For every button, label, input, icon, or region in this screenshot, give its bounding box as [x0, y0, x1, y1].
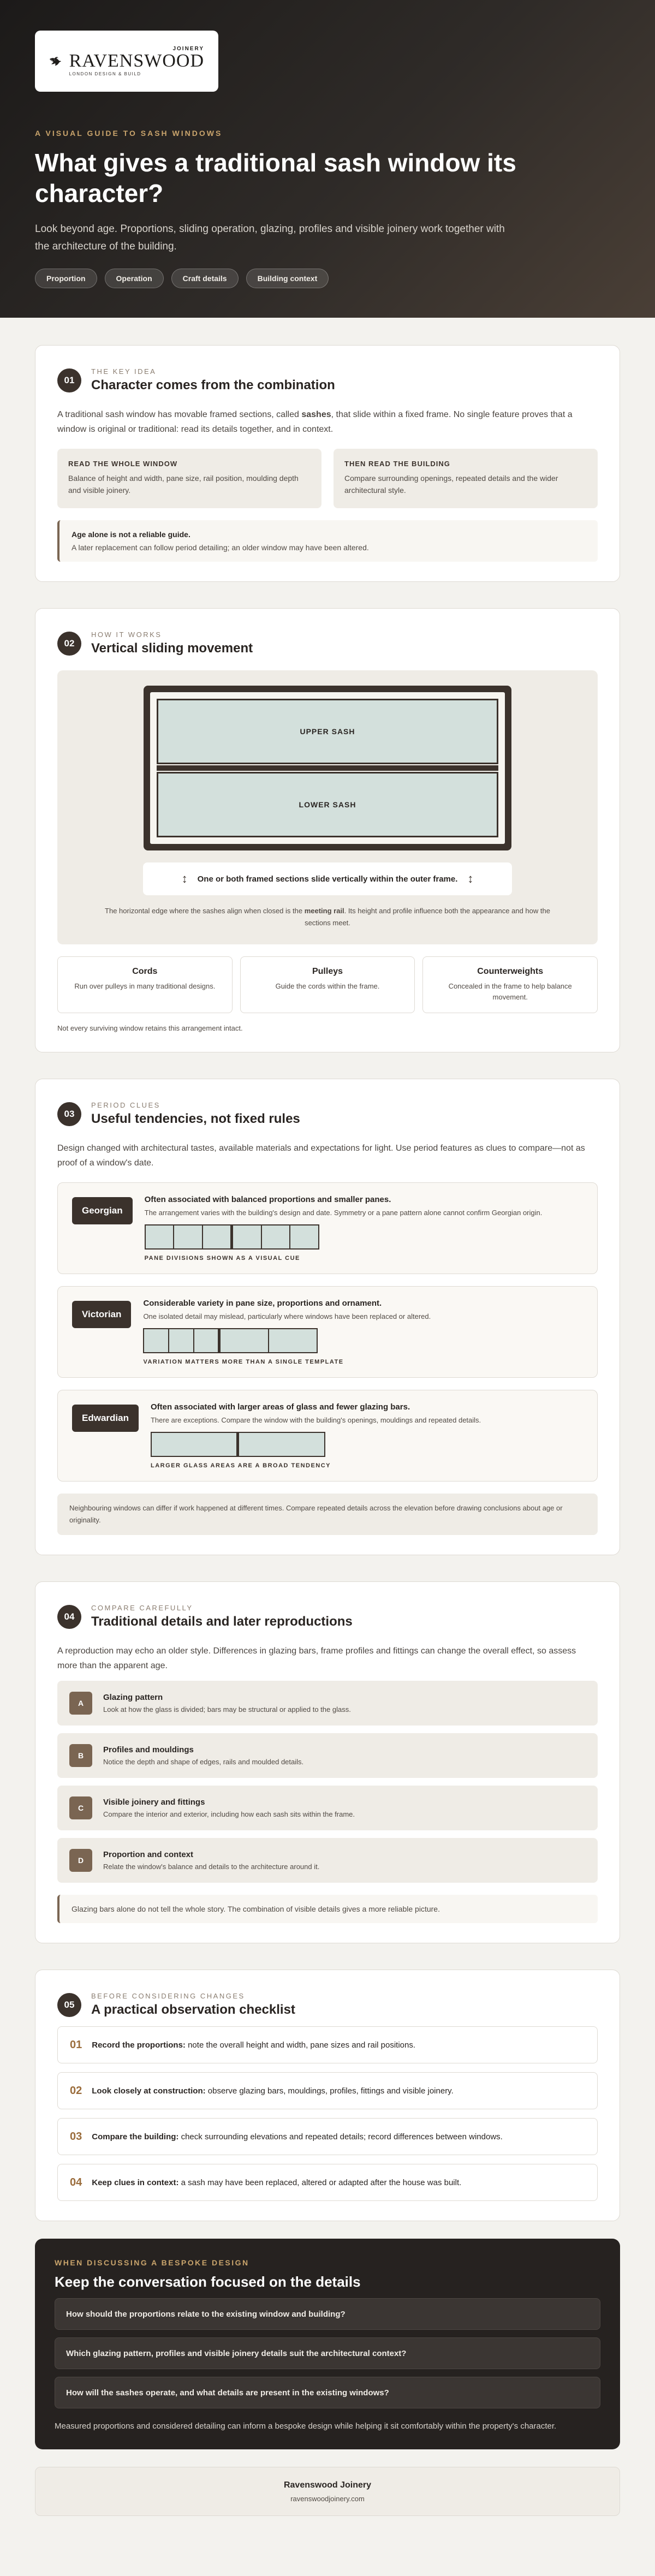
slide-note	[143, 862, 512, 895]
checklist-item	[57, 2164, 598, 2201]
compare-text: Relate the window's balance and details to the architecture around it.	[103, 1863, 320, 1871]
logo[interactable]	[35, 31, 218, 92]
hero-eyebrow: A VISUAL GUIDE TO SASH WINDOWS	[35, 129, 223, 138]
hero	[0, 0, 655, 318]
section-lead: A traditional sash window has movable framed sections, called sashes, that slide within a fixed frame. No single feature proves that a window is original or traditional: read its details together, and in context.	[57, 410, 573, 434]
checklist-number: 04	[70, 2176, 82, 2188]
period-card-edwardian	[57, 1390, 598, 1482]
period-caption: PANE DIVISIONS SHOWN AS A VISUAL CUE	[144, 1255, 300, 1262]
topic-pills	[35, 269, 620, 288]
mechanism-title: Cords	[132, 967, 158, 976]
section-footnote: Not every surviving window retains this arrangement intact.	[57, 1024, 243, 1032]
period-tag: Victorian	[72, 1301, 131, 1328]
period-text: There are exceptions. Compare the window with the building's openings, mouldings and repeated details.	[150, 1416, 481, 1424]
compare-item-glazing	[57, 1681, 598, 1726]
section-eyebrow: BEFORE CONSIDERING CHANGES	[91, 1992, 245, 2000]
period-text: One isolated detail may mislead, particularly where windows have been replaced or altered.	[143, 1312, 431, 1320]
period-title: Considerable variety in pane size, proportions and ornament.	[143, 1299, 382, 1308]
section-period-clues	[35, 1079, 620, 1555]
section-eyebrow: THE KEY IDEA	[91, 367, 157, 376]
hero-lead: Look beyond age. Proportions, sliding operation, glazing, profiles and visible joinery work together with the architecture of the building.	[35, 223, 505, 252]
compare-letter: D	[69, 1849, 92, 1872]
logo-name: RAVENSWOOD	[69, 51, 204, 71]
slide-note-text: One or both framed sections slide vertically within the outer frame.	[197, 874, 458, 884]
checklist-item	[57, 2072, 598, 2109]
mechanism-card-cords	[57, 956, 233, 1013]
raven-icon	[49, 40, 62, 82]
compare-letter: C	[69, 1796, 92, 1819]
period-tag: Edwardian	[72, 1405, 139, 1432]
bespoke-cta	[35, 2239, 620, 2449]
section-title: Traditional details and later reproductions	[91, 1614, 353, 1629]
sash-diagram	[57, 670, 598, 944]
section-title: Useful tendencies, not fixed rules	[91, 1111, 300, 1126]
compare-text: Look at how the glass is divided; bars may be structural or applied to the glass.	[103, 1705, 351, 1714]
question-item: How should the proportions relate to the existing window and building?	[55, 2298, 600, 2330]
checklist-text: Keep clues in context: a sash may have been replaced, altered or adapted after the house was built.	[92, 2178, 462, 2187]
section-title: Vertical sliding movement	[91, 641, 253, 656]
info-box-text: Balance of height and width, pane size, rail position, moulding depth and visible joinery.	[68, 474, 299, 495]
pill-proportion[interactable]: Proportion	[35, 269, 97, 288]
period-card-victorian	[57, 1286, 598, 1378]
cta-eyebrow: WHEN DISCUSSING A BESPOKE DESIGN	[55, 2258, 249, 2267]
period-card-georgian	[57, 1182, 598, 1274]
compare-title: Visible joinery and fittings	[103, 1798, 205, 1807]
checklist-number: 02	[70, 2084, 82, 2097]
section-number: 01	[57, 368, 81, 392]
section-eyebrow: HOW IT WORKS	[91, 630, 162, 639]
period-caption: VARIATION MATTERS MORE THAN A SINGLE TEMPLATE	[143, 1359, 344, 1365]
callout-text: A later replacement can follow period detailing; an older window may have been altered.	[72, 543, 369, 552]
period-title: Often associated with balanced proportions and smaller panes.	[144, 1195, 391, 1204]
pill-craft-details[interactable]: Craft details	[171, 269, 239, 288]
section-lead: A reproduction may echo an older style. Differences in glazing bars, frame profiles and fittings can change the overall effect, so assess more than the apparent age.	[57, 1646, 576, 1670]
section-how-it-works	[35, 608, 620, 1052]
pane-pattern-victorian	[143, 1328, 318, 1353]
compare-item-joinery	[57, 1786, 598, 1830]
footer	[35, 2467, 620, 2516]
mechanism-card-counterweights	[422, 956, 598, 1013]
mechanism-title: Pulleys	[312, 967, 343, 976]
callout-note	[57, 520, 598, 562]
upper-sash: UPPER SASH	[157, 699, 498, 764]
checklist-item	[57, 2026, 598, 2063]
main-content	[35, 345, 620, 2516]
compare-letter: B	[69, 1744, 92, 1767]
compare-title: Glazing pattern	[103, 1693, 163, 1702]
mechanism-card-pulleys	[240, 956, 415, 1013]
section-compare	[35, 1581, 620, 1943]
info-box-building	[334, 449, 598, 508]
compare-text: Notice the depth and shape of edges, rails and moulded details.	[103, 1758, 304, 1766]
period-tag: Georgian	[72, 1197, 133, 1224]
section-number: 03	[57, 1102, 81, 1126]
info-box-window	[57, 449, 321, 508]
checklist-text: Compare the building: check surrounding elevations and repeated details; record differences between windows.	[92, 2132, 503, 2141]
compare-title: Profiles and mouldings	[103, 1745, 194, 1754]
question-item: How will the sashes operate, and what details are present in the existing windows?	[55, 2377, 600, 2408]
compare-title: Proportion and context	[103, 1850, 193, 1859]
info-box-title: THEN READ THE BUILDING	[344, 460, 450, 468]
page-title: What gives a traditional sash window its character?	[35, 148, 516, 207]
section-number: 02	[57, 632, 81, 656]
info-box-text: Compare surrounding openings, repeated details and the wider architectural style.	[344, 474, 558, 495]
checklist-number: 01	[70, 2038, 82, 2051]
compare-text: Compare the interior and exterior, including how each sash sits within the frame.	[103, 1810, 355, 1818]
mechanism-text: Guide the cords within the frame.	[275, 982, 380, 990]
question-item: Which glazing pattern, profiles and visible joinery details suit the architectural context?	[55, 2337, 600, 2369]
section-key-idea	[35, 345, 620, 582]
section-number: 04	[57, 1605, 81, 1629]
compare-item-profiles	[57, 1733, 598, 1778]
logo-tagline: LONDON DESIGN & BUILD	[69, 72, 141, 76]
diagram-caption: The horizontal edge where the sashes align when closed is the meeting rail. Its height and profile influence both the appearance and how the sections meet.	[105, 907, 550, 927]
period-title: Often associated with larger areas of glass and fewer glazing bars.	[150, 1402, 410, 1412]
cta-title: Keep the conversation focused on the details	[55, 2274, 361, 2290]
outer-frame	[144, 686, 511, 850]
section-checklist	[35, 1970, 620, 2221]
section-eyebrow: PERIOD CLUES	[91, 1101, 160, 1109]
section-note: Neighbouring windows can differ if work happened at different times. Compare repeated details across the elevation before drawing conclusions about age or originality.	[57, 1494, 598, 1535]
section-number: 05	[57, 1993, 81, 2017]
pill-operation[interactable]: Operation	[105, 269, 164, 288]
cta-footnote: Measured proportions and considered detailing can inform a bespoke design while helping it sit comfortably within the property's character.	[55, 2422, 557, 2431]
compare-item-proportion	[57, 1838, 598, 1883]
mechanism-title: Counterweights	[477, 967, 544, 976]
lower-sash: LOWER SASH	[157, 772, 498, 837]
checklist-text: Record the proportions: note the overall height and width, pane sizes and rail positions.	[92, 2040, 416, 2050]
compare-letter: A	[69, 1692, 92, 1715]
callout-note: Glazing bars alone do not tell the whole story. The combination of visible details gives a more reliable picture.	[57, 1895, 598, 1923]
info-box-title: READ THE WHOLE WINDOW	[68, 460, 178, 468]
period-text: The arrangement varies with the building's design and date. Symmetry or a pane pattern alone cannot confirm Georgian origin.	[144, 1209, 543, 1217]
section-lead: Design changed with architectural tastes, available materials and expectations for light. Use period features as clues to compare—not as proof of a window's date.	[57, 1144, 585, 1168]
pane-pattern-georgian	[145, 1224, 319, 1250]
mechanism-text: Concealed in the frame to help balance movement.	[448, 982, 572, 1001]
checklist-item	[57, 2118, 598, 2155]
footer-name: Ravenswood Joinery	[283, 2480, 372, 2490]
pane-pattern-edwardian	[151, 1432, 325, 1457]
checklist-text: Look closely at construction: observe glazing bars, mouldings, profiles, fittings and visible joinery.	[92, 2086, 454, 2096]
logo-joinery: JOINERY	[172, 46, 204, 52]
pill-building-context[interactable]: Building context	[246, 269, 329, 288]
up-down-arrow-icon: ↕	[467, 872, 474, 885]
meeting-rail	[157, 765, 498, 771]
section-title: A practical observation checklist	[91, 2002, 295, 2017]
footer-link[interactable]: ravenswoodjoinery.com	[290, 2494, 365, 2503]
period-caption: LARGER GLASS AREAS ARE A BROAD TENDENCY	[150, 1462, 331, 1469]
callout-title: Age alone is not a reliable guide.	[72, 530, 190, 539]
section-title: Character comes from the combination	[91, 378, 335, 392]
section-eyebrow: COMPARE CAREFULLY	[91, 1604, 193, 1612]
checklist-number: 03	[70, 2130, 82, 2143]
mechanism-text: Run over pulleys in many traditional designs.	[74, 982, 216, 990]
up-down-arrow-icon: ↕	[181, 872, 188, 885]
